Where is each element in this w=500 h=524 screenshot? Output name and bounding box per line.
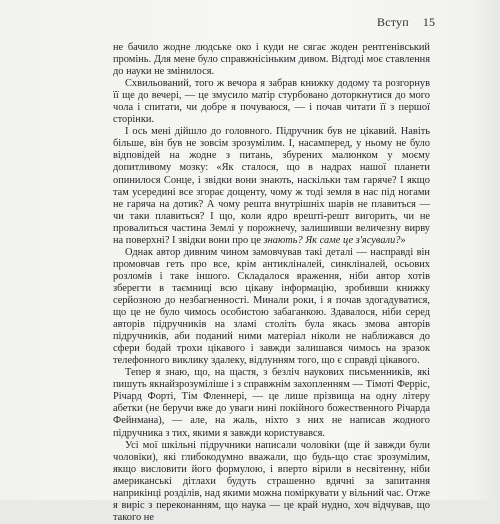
section-title: Вступ: [377, 15, 409, 29]
page-edge-shadow: [470, 0, 500, 500]
paragraph: Усі мої шкільні підручники написали чоловіки (ще й завжди були чоловіки), які глибокодумно вважали, що будь-що стає зрозумілим, якщо висловити його формулою, і вперто вірили в несвітенну, ніби американські дітлахи будуть страшенно вдячні за запитання наприкінці розділів, над якими можна поміркувати у вільний час. Отже я виріс з переконанням, що наука — це край нудно, хоч відчував, що такого не: [113, 439, 430, 523]
running-head: [377, 15, 435, 30]
page-number: 15: [422, 15, 436, 29]
paragraph-closing-quote: »: [400, 234, 406, 246]
body-text: [113, 42, 430, 524]
paragraph-emphasis: знають? Як саме це з'ясували?: [263, 234, 401, 246]
paragraph: [113, 126, 430, 246]
paragraph: Однак автор дивним чином замовчував такі деталі — насправді він промовчав геть про все, крім антикліналей, синкліналей, осьових розломів і таке іншого. Складалося враження, ніби автор хотів зберегти в таємниці всю цікаву інформацію, зробивши книжку серйозною до незбагненності. Минали роки, і я почав здогадуватися, що це не було чимось особистою забаганкою. Здавалося, ніби серед авторів підручників на зламі століть була якась змова авторів підручників, аби поданий ними матеріал ніколи не наближався до сфери бодай трохи цікавого і завжди залишався чимось на зразок телефонного виклику здалеку, відлунням того, що є справді цікавого.: [113, 246, 430, 367]
paragraph-text: І ось мені дійшло до головного. Підручник був не цікавий. Навіть більше, він був не зовсім зрозумілим. І, насамперед, у ньому не було відповідей на жодне з питань, збурених малюнком у моєму допитливому мозку: «Як сталося, що в надрах нашої планети опинилося Сонце, і звідки вони знають, наскільки там гаряче? І якщо там усередині все згорає дощенту, чому ж тоді земля в нас під ногами не гаряча на дотик? А чому решта внутрішніх шарів не плавиться — чи таки плавиться? І що, коли ядро врешті-решт вигорить, чи не провалиться частина Землі у порожнечу, залишивши величезну вирву на поверхні? І звідки вони про це: [113, 126, 430, 246]
paragraph: не бачило жодне людське око і куди не сягає жоден рентгенівський промінь. Для мене було справжнісіньким дивом. Відтоді моє ставлення до науки не змінилося.: [113, 42, 430, 78]
paragraph: Схвильований, того ж вечора я забрав книжку додому та розгорнув її ще до вечері, — це змусило матір стурбовано доторкнутися до мого чола і спитати, чи добре я почуваюся, — і почав читати її з першої сторінки.: [113, 78, 430, 126]
paragraph: Тепер я знаю, що, на щастя, з безліч наукових письменників, які пишуть якнайзрозуміліше і з справжнім захопленням — Тімоті Ферріс, Річард Форті, Тім Фленнері, — це лише прізвища на одну літеру абетки (не беручи вже до уваги нині покійного божественного Річарда Фейнмана), — але, на жаль, ніхто з них не написав жодного підручника з тих, якими я завжди користувався.: [113, 367, 430, 439]
